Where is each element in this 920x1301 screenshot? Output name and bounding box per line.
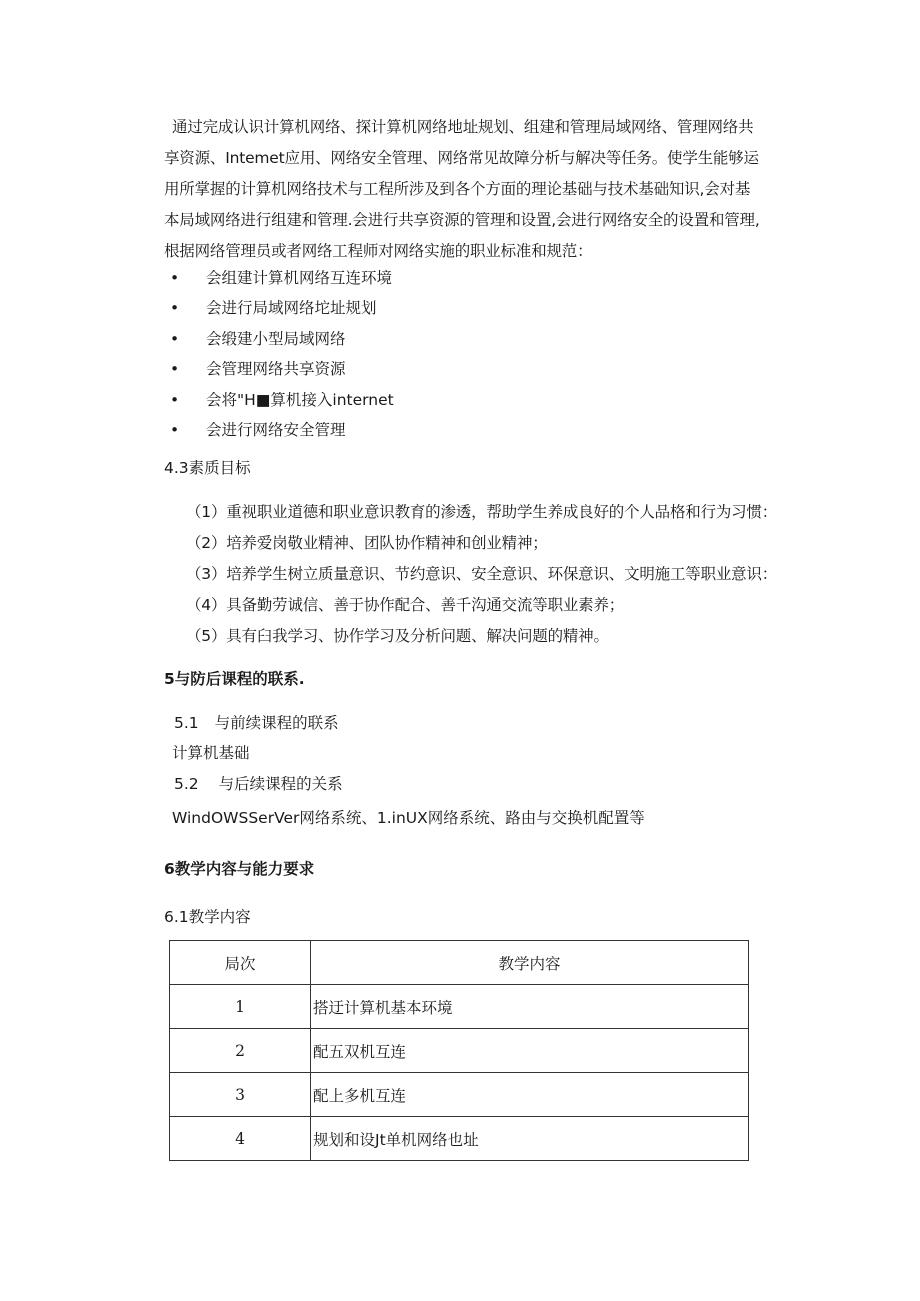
section-title: 与前续课程的联系 <box>214 714 339 732</box>
table-row <box>170 1117 749 1161</box>
bullet-icon: • <box>170 269 180 287</box>
header-content: 教学内容 <box>311 941 749 985</box>
list-item: • 会进行网络安全管理 <box>170 415 730 445</box>
table-row <box>170 985 749 1029</box>
list-item: （3）培养学生树立质量意识、节约意识、安全意识、环保意识、文明施工等职业意识： <box>186 565 778 583</box>
section-heading-5-1 <box>174 711 339 733</box>
bullet-icon: • <box>170 299 180 318</box>
cell-content: 配五双机互连 <box>311 1029 749 1073</box>
bullet-icon: • <box>170 420 180 439</box>
table-row <box>170 1073 749 1117</box>
intro-paragraph <box>164 112 764 267</box>
intro-text: 通过完成认识计算机网络、探计算机网络地址规划、组建和管理局域网络、管理网络共享资源、Intemet应用、网络安全管理、网络常见故障分析与解决等任务。使学生能够运用所掌握的计算机网络技术与工程所涉及到各个方面的理论基础与技术基础知识,会对基本局域网络进行组建和管理.会进行共享资源的管理和设置,会进行网络安全的设置和管理,根据网络管理员或者网络工程师对网络实施的职业标准和规范： <box>164 118 760 260</box>
bullet-icon: • <box>170 329 180 348</box>
list-item: （2）培养爱岗敬业精神、团队协作精神和创业精神； <box>186 534 548 552</box>
table-row <box>170 1029 749 1073</box>
cell-content: 搭迂计算机基本环境 <box>311 985 749 1029</box>
section-title: 与后续课程的关系 <box>218 775 343 793</box>
cell-week: 3 <box>170 1073 311 1117</box>
list-item: • 会缎建小型局域网络 <box>170 324 730 354</box>
cell-week: 2 <box>170 1029 311 1073</box>
section-heading-5: 5与防后课程的联系. <box>164 670 305 688</box>
section-heading-5-2 <box>174 772 343 794</box>
list-item: （1）重视职业道德和职业意识教育的渗透，帮助学生养成良好的个人品格和行为习惯： <box>186 503 778 521</box>
skills-list <box>170 263 730 445</box>
cell-week: 1 <box>170 985 311 1029</box>
list-item: （5）具有臼我学习、协作学习及分析问题、解决问题的精神。 <box>186 627 609 645</box>
teaching-content-table <box>169 940 749 1161</box>
bullet-icon: • <box>170 390 180 409</box>
list-item: （4）具备勤劳诚信、善于协作配合、善千沟通交流等职业素养； <box>186 596 625 614</box>
quality-goals-list <box>186 497 806 652</box>
section-number: 5.1 <box>174 714 199 732</box>
section-heading-6-1: 6.1教学内容 <box>164 908 251 926</box>
header-week: 局次 <box>170 941 311 985</box>
section-heading-6: 6教学内容与能力要求 <box>164 860 315 878</box>
list-item: • 会组建计算机网络互连环境 <box>170 263 730 293</box>
bullet-icon: • <box>170 360 180 379</box>
section-heading-4-3: 4.3素质目标 <box>164 459 251 477</box>
cell-content: 规划和设Jt单机网络也址 <box>311 1117 749 1161</box>
later-courses: WindOWSSerVer网络系统、1.inUX网络系统、路由与交换机配置等 <box>172 809 645 827</box>
list-item: • 会管理网络共享资源 <box>170 354 730 384</box>
cell-week: 4 <box>170 1117 311 1161</box>
list-item: • 会将"H■算机接入internet <box>170 385 730 415</box>
table-header-row <box>170 941 749 985</box>
cell-content: 配上多机互连 <box>311 1073 749 1117</box>
prior-course: 计算机基础 <box>172 744 250 762</box>
list-item: • 会进行局域网络坨址规划 <box>170 293 730 323</box>
section-number: 5.2 <box>174 775 199 793</box>
